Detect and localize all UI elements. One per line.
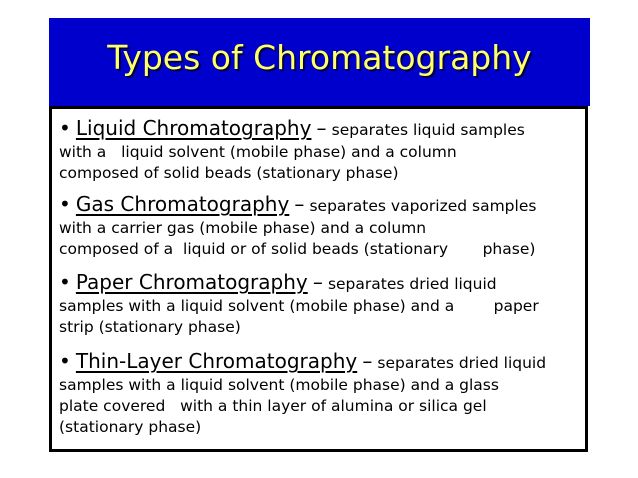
dash: – [316, 116, 327, 140]
entry-description-line: with a liquid solvent (mobile phase) and a column [59, 143, 457, 161]
entry-description-line: (stationary phase) [59, 418, 202, 436]
content-box [49, 106, 588, 452]
entry-heading-line [59, 116, 525, 142]
entry-heading-line [59, 192, 536, 218]
entry-description-line: with a carrier gas (mobile phase) and a column [59, 219, 427, 237]
entry-gas-chromatography [59, 192, 536, 260]
entry-description-first: separates vaporized samples [309, 197, 537, 215]
entry-description-line: strip (stationary phase) [59, 318, 241, 336]
dash: – [294, 192, 305, 216]
bullet: • [59, 116, 71, 140]
dash: – [312, 270, 323, 294]
entry-description-line: composed of a liquid or of solid beads (stationary phase) [59, 240, 536, 258]
term-thin-layer-chromatography: Thin-Layer Chromatography [75, 349, 358, 373]
entry-heading-line [59, 270, 539, 296]
term-paper-chromatography: Paper Chromatography [75, 270, 308, 294]
entry-description-line: plate covered with a thin layer of alumina or silica gel [59, 397, 487, 415]
entry-heading-line [59, 349, 546, 375]
entry-description-first: separates dried liquid [377, 354, 547, 372]
bullet: • [59, 270, 71, 294]
entry-description-line: samples with a liquid solvent (mobile phase) and a paper [59, 297, 539, 315]
entry-description-line: samples with a liquid solvent (mobile phase) and a glass [59, 376, 499, 394]
entry-description-first: separates dried liquid [327, 275, 497, 293]
entry-thin-layer-chromatography [59, 349, 546, 438]
dash: – [362, 349, 373, 373]
entry-liquid-chromatography [59, 116, 525, 184]
entry-paper-chromatography [59, 270, 539, 338]
term-gas-chromatography: Gas Chromatography [75, 192, 290, 216]
slide-title: Types of Chromatography [107, 38, 532, 77]
bullet: • [59, 349, 71, 373]
entry-description-line: composed of solid beads (stationary phase) [59, 164, 399, 182]
entry-description-first: separates liquid samples [331, 121, 525, 139]
bullet: • [59, 192, 71, 216]
term-liquid-chromatography: Liquid Chromatography [75, 116, 312, 140]
title-banner [49, 18, 590, 106]
